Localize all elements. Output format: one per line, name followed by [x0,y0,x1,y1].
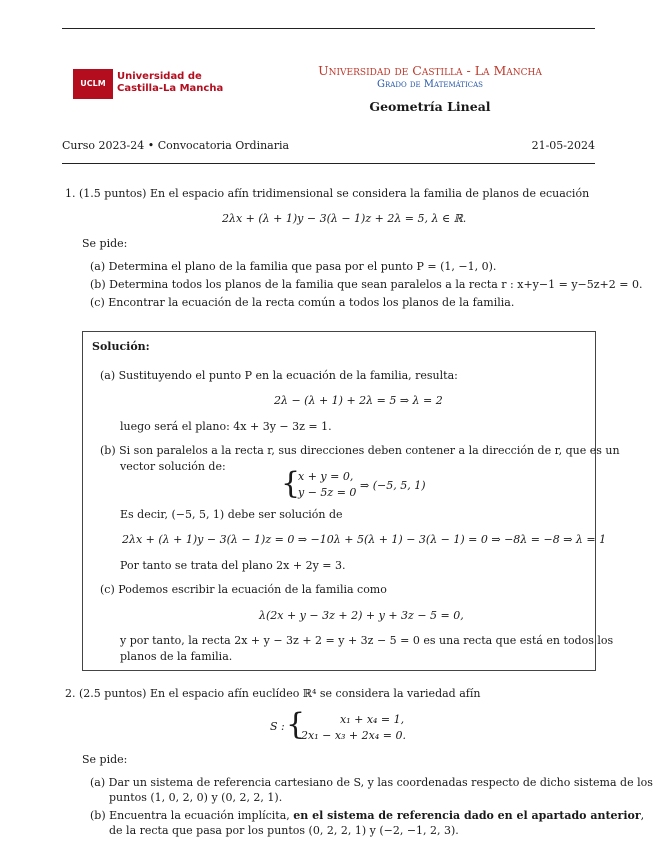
problem1-intro: 1. (1.5 puntos) En el espacio afín tridimensional se considera la familia de planos de ecuación [65,187,590,200]
university-logo [73,69,224,99]
top-rule [62,28,595,29]
problem2-s-eq1: x₁ + x₄ = 1, [340,713,405,726]
solution-b-text3: Es decir, (−5, 5, 1) debe ser solución de [120,508,343,521]
solution-c-result2: planos de la familia. [120,650,233,663]
problem2-item-a-1: (a) Dar un sistema de referencia cartesiano de S, y las coordenadas respecto de dicho sistema de los [90,776,653,789]
solution-b-system-1: x + y = 0, [298,470,354,483]
problem2-intro: 2. (2.5 puntos) En el espacio afín euclídeo ℝ⁴ se considera la variedad afín [65,687,481,700]
problem2-asks: Se pide: [82,753,128,766]
solution-c-equation: λ(2x + y − 3z + 2) + y + 3z − 5 = 0, [259,609,464,622]
problem1-item-b: (b) Determina todos los planos de la familia que sean paralelos a la recta r : x+y−1 = y−5z+2 = 0. [90,278,643,291]
solution-a-text: (a) Sustituyendo el punto P en la ecuación de la familia, resulta: [100,369,458,382]
logo-mark: UCLM [73,69,113,99]
solution-c-result1: y por tanto, la recta 2x + y − 3z + 2 = y + 3z − 5 = 0 es una recta que está en todos los [120,634,614,647]
problem2-item-b-2: de la recta que pasa por los puntos (0, 2, 2, 1) y (−2, −1, 2, 3). [109,824,459,837]
problem1-asks: Se pide: [82,237,128,250]
problem2-s-eq2: 2x₁ − x₃ + 2x₄ = 0. [301,729,406,742]
subject-title: Geometría Lineal [369,99,491,114]
problem1-item-a: (a) Determina el plano de la familia que pasa por el punto P = (1, −1, 0). [90,260,497,273]
system-brace: { [281,466,301,501]
degree-name: Grado de Matemáticas [377,79,483,90]
solution-a-equation: 2λ − (λ + 1) + 2λ = 5 ⇒ λ = 2 [274,394,443,407]
university-name: Universidad de Castilla - La Mancha [318,63,542,78]
solution-b-system-2: y − 5z = 0 [298,486,357,499]
course-info: Curso 2023-24 • Convocatoria Ordinaria [62,139,290,152]
problem2-s-label: S : [270,720,285,733]
problem1-equation: 2λx + (λ + 1)y − 3(λ − 1)z + 2λ = 5, λ ∈ ℝ. [222,212,467,225]
solution-title: Solución: [92,340,150,353]
exam-date: 21-05-2024 [531,139,595,152]
logo-name: Universidad de Castilla-La Mancha [117,71,224,94]
solution-b-text2: vector solución de: [120,460,226,473]
problem2-item-a-2: puntos (1, 0, 2, 0) y (0, 2, 2, 1). [109,791,283,804]
solution-b-equation: 2λx + (λ + 1)y − 3(λ − 1)z = 0 ⇒ −10λ + 5(λ + 1) − 3(λ − 1) = 0 ⇒ −8λ = −8 ⇒ λ = 1 [122,533,607,546]
solution-a-result: luego será el plano: 4x + 3y − 3z = 1. [120,420,332,433]
header-rule [62,163,595,164]
solution-b-text1: (b) Si son paralelos a la recta r, sus direcciones deben contener a la dirección de r, que es un [100,444,620,457]
variety-brace: { [286,707,306,742]
problem2-item-b-1: (b) Encuentra la ecuación implícita, en el sistema de referencia dado en el apartado anterior, [90,809,645,822]
solution-c-text: (c) Podemos escribir la ecuación de la familia como [100,583,387,596]
solution-b-system-result: ⇒ (−5, 5, 1) [360,479,426,492]
solution-b-result: Por tanto se trata del plano 2x + 2y = 3. [120,559,346,572]
problem1-item-c: (c) Encontrar la ecuación de la recta común a todos los planos de la familia. [90,296,515,309]
